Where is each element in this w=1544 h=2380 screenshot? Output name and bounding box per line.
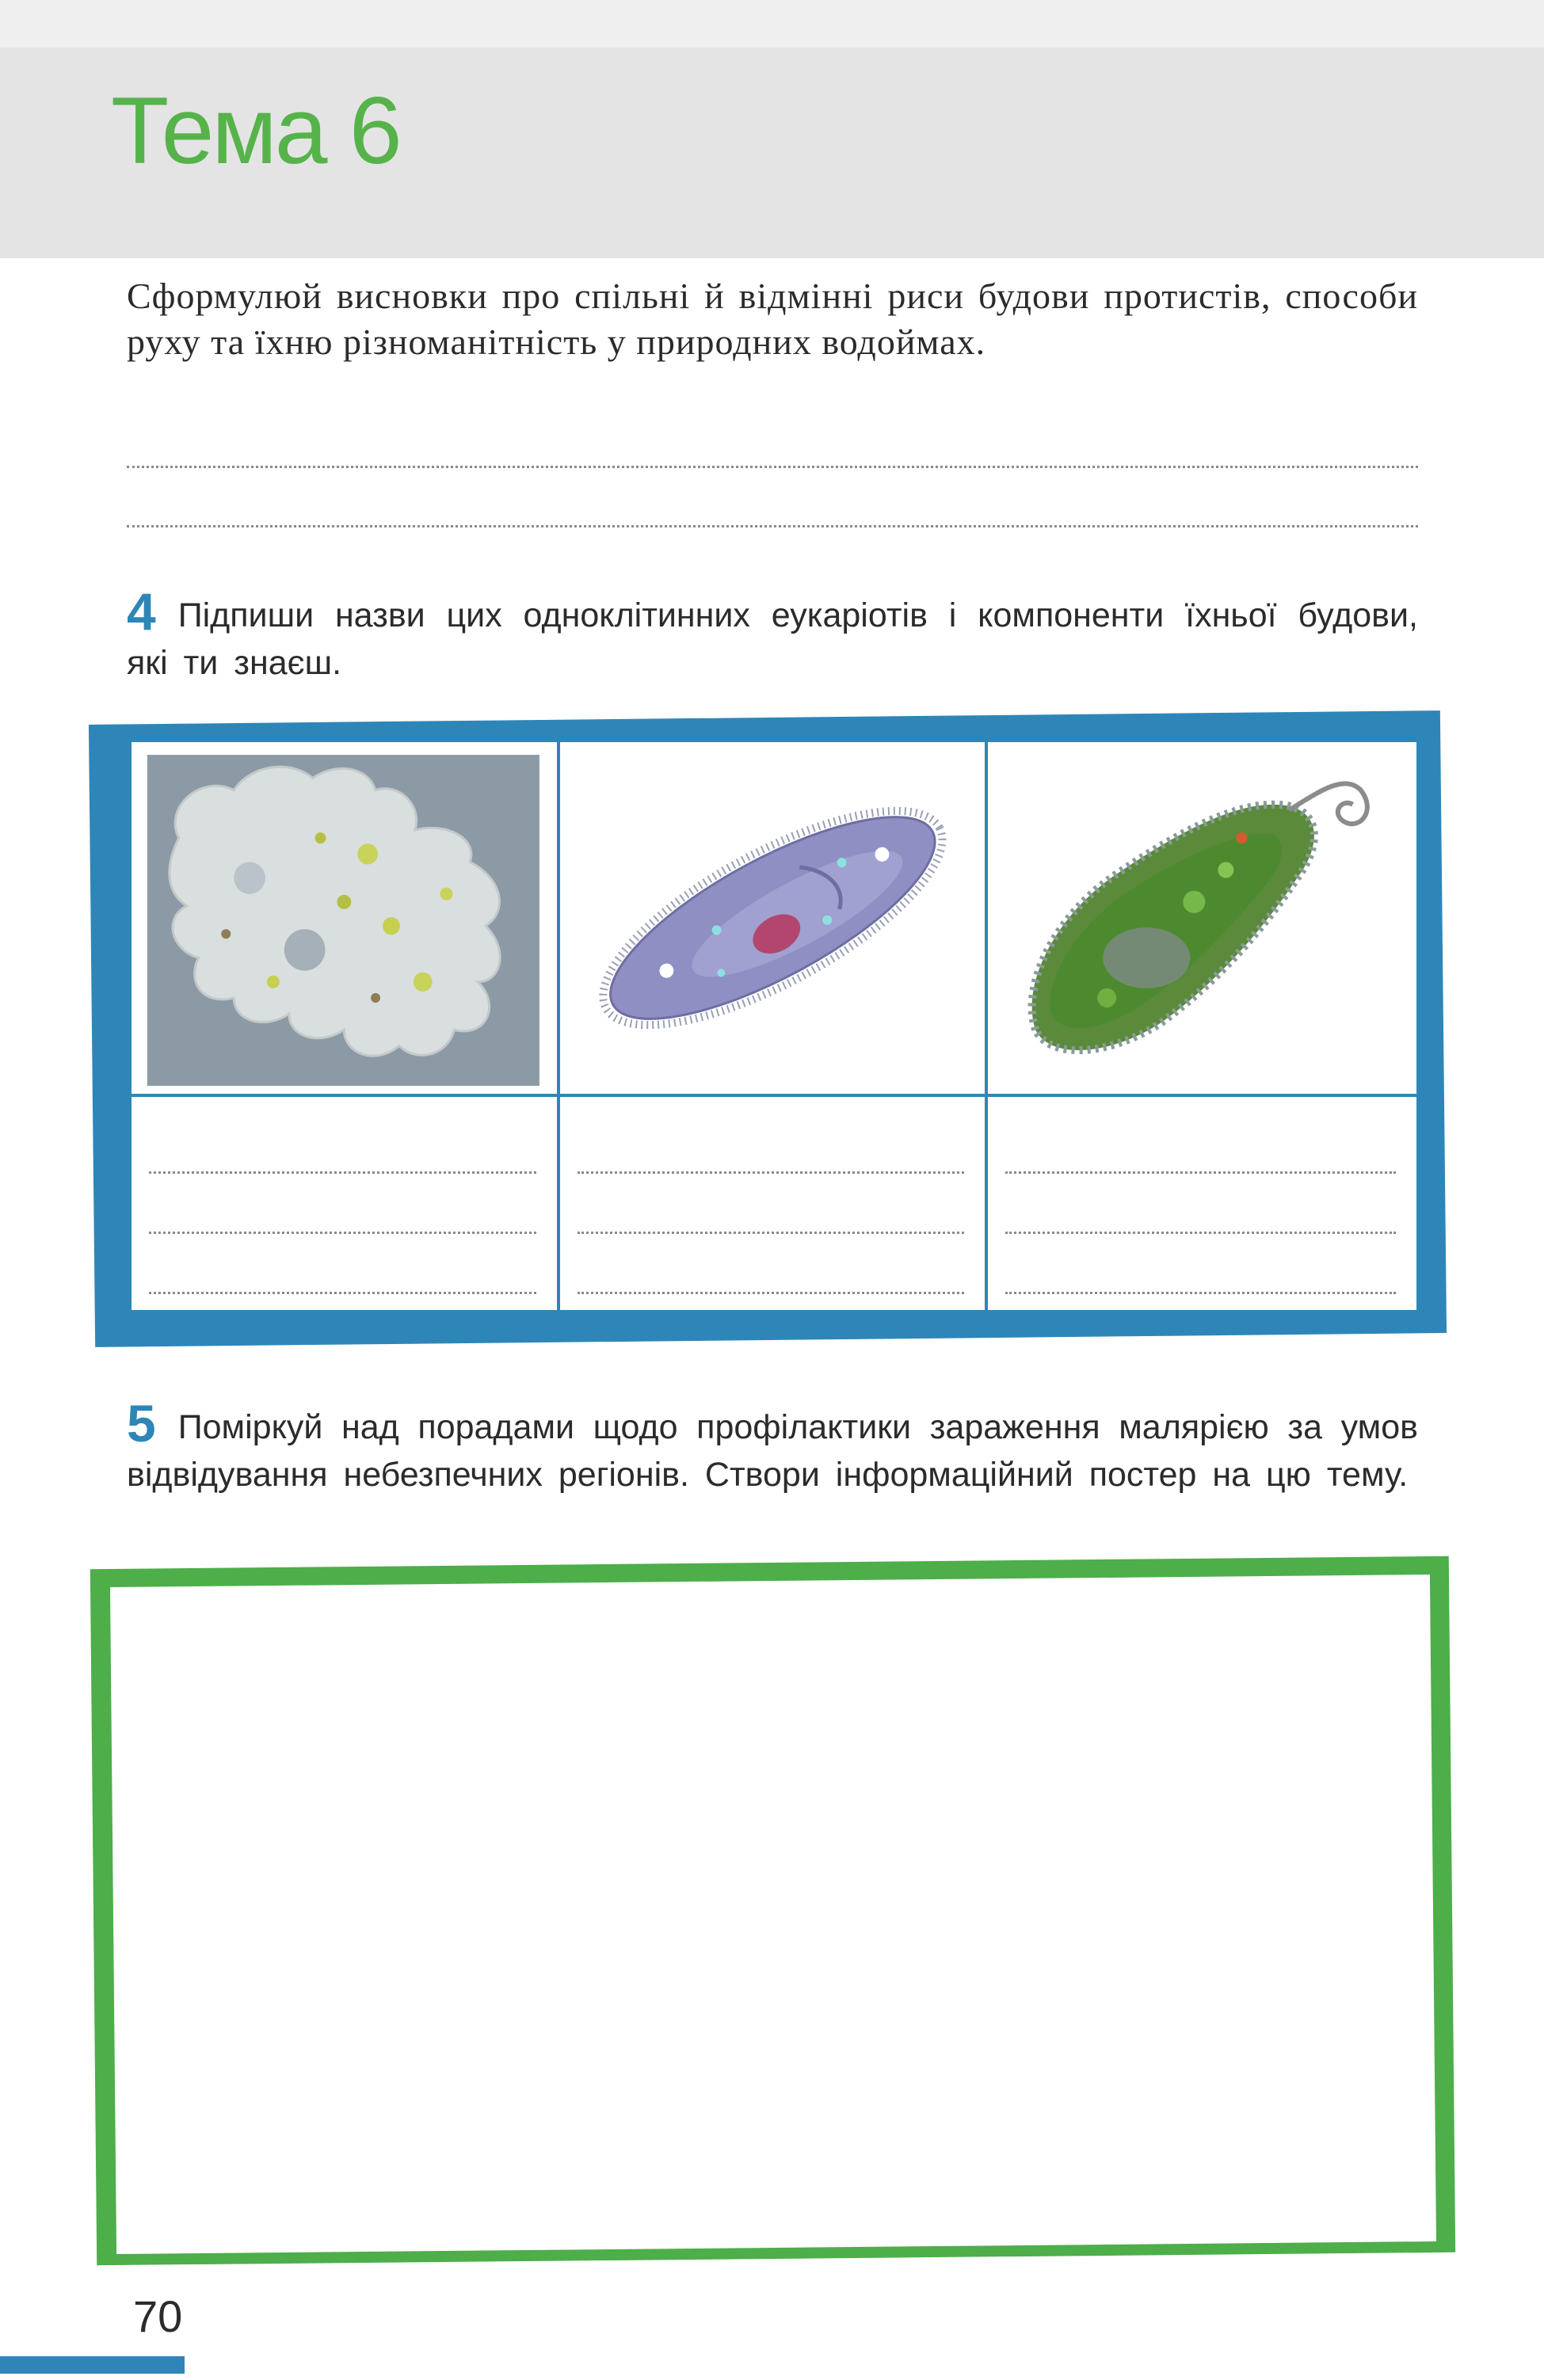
answer-line[interactable] — [149, 1232, 536, 1234]
answer-line[interactable] — [578, 1232, 965, 1234]
page-title: Тема 6 — [111, 78, 400, 184]
task-4 — [127, 582, 1418, 687]
task-text: Поміркуй над порадами щодо профілактики зараження малярією за умов відвідування небезпечних регіонів. Створи інформаційний постер на цю тему. — [127, 1408, 1418, 1494]
answer-line[interactable] — [127, 466, 1418, 468]
label-cell-paramecium — [560, 1097, 989, 1310]
answer-line[interactable] — [1005, 1171, 1396, 1174]
footer-bar — [0, 2356, 185, 2374]
amoeba-image — [132, 742, 557, 1094]
answer-line[interactable] — [1005, 1232, 1396, 1234]
task-5 — [127, 1394, 1418, 1498]
amoeba-cell — [132, 742, 560, 1097]
paramecium-cell — [560, 742, 989, 1097]
answer-line[interactable] — [149, 1292, 536, 1294]
answer-line[interactable] — [1005, 1292, 1396, 1294]
paramecium-image — [560, 742, 985, 1094]
poster-drawing-area[interactable] — [110, 1575, 1436, 2254]
top-strip — [0, 0, 1544, 48]
euglena-cell — [988, 742, 1416, 1097]
task-number: 5 — [127, 1394, 156, 1453]
answer-line[interactable] — [127, 525, 1418, 527]
task-text: Підпиши назви цих одноклітинних еукаріотів і компоненти їхньої будови, які ти знаєш. — [127, 596, 1418, 682]
label-cell-amoeba — [132, 1097, 560, 1310]
page-number: 70 — [133, 2291, 183, 2341]
answer-line[interactable] — [578, 1171, 965, 1174]
euglena-image — [988, 742, 1416, 1094]
intro-paragraph: Сформулюй висновки про спільні й відмінні риси будови протистів, способи руху та їхню різноманітність у природних водоймах. — [127, 276, 1418, 362]
task-number: 4 — [127, 582, 156, 641]
answer-line[interactable] — [149, 1171, 536, 1174]
label-cell-euglena — [988, 1097, 1416, 1310]
organism-table — [128, 739, 1420, 1313]
answer-line[interactable] — [578, 1292, 965, 1294]
